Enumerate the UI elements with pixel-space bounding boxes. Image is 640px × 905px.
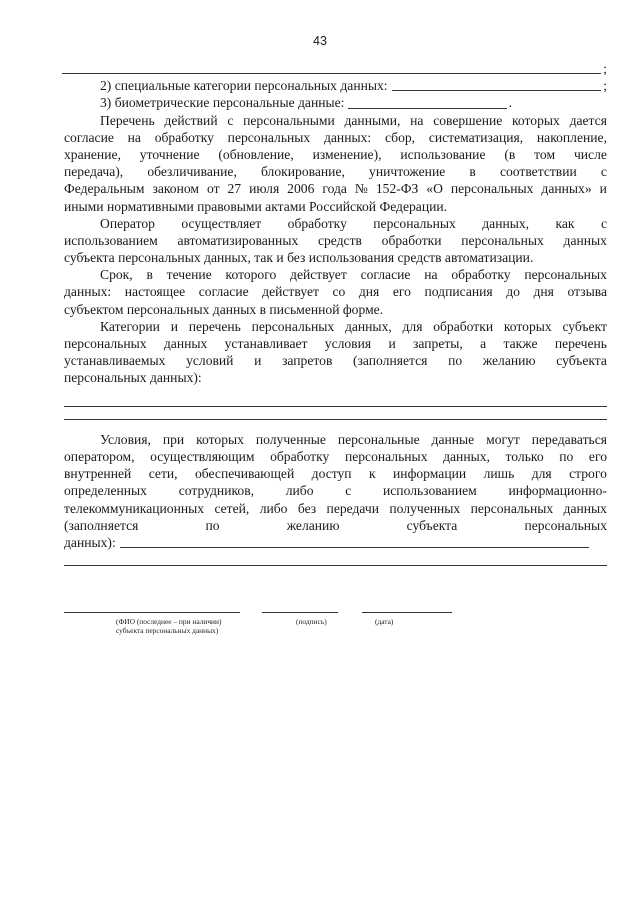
word: передача), <box>64 164 124 180</box>
word: обеспечивающей <box>195 466 295 482</box>
word: персональных <box>344 448 428 464</box>
justified-line <box>64 112 607 129</box>
word: полученные <box>255 431 326 447</box>
item2-label: 2) специальные категории персональных данных: <box>100 78 388 94</box>
word: совершение <box>433 112 503 128</box>
word: отзыва <box>567 284 607 300</box>
word: персональных <box>64 336 147 351</box>
fio-caption-line-2: субъекта персональных данных) <box>116 626 219 635</box>
word: на <box>127 129 141 145</box>
paragraph-last-line: субъекта персональных данных, так и без использования средств автоматизации. <box>64 250 534 266</box>
word: согласие <box>360 267 411 283</box>
word: обработку <box>154 129 214 145</box>
word: передачи <box>326 500 380 516</box>
word: года <box>322 181 347 197</box>
justified-line <box>64 517 607 534</box>
word: оператором, <box>64 448 135 464</box>
word: Условия, <box>100 431 151 447</box>
word: в <box>469 164 476 180</box>
item2-blank[interactable] <box>392 89 602 91</box>
justified-line <box>64 266 607 283</box>
word: использованием <box>383 483 477 499</box>
word: действует <box>290 267 347 283</box>
word: по <box>205 517 220 533</box>
word: на <box>424 267 438 283</box>
word: настоящее <box>124 284 186 300</box>
word: действий <box>164 112 218 128</box>
categories-blank-line-1[interactable] <box>64 389 607 407</box>
word: запреты, <box>413 336 463 351</box>
word: подписания <box>424 284 493 300</box>
word: при <box>162 431 185 447</box>
word: числе <box>573 146 607 162</box>
word: данных, <box>443 448 490 464</box>
word: устанавливает <box>224 336 308 351</box>
item3-label: 3) биометрические персональные данные: <box>100 95 345 111</box>
word: персональных <box>227 129 311 145</box>
paragraph-operator <box>64 215 607 267</box>
justified-line <box>64 163 607 180</box>
word: данных, <box>482 215 530 231</box>
word: могут <box>486 431 520 447</box>
item2-end: ; <box>603 78 607 94</box>
word: перечень <box>554 336 607 351</box>
word: внутренней <box>64 466 132 482</box>
paragraph-last-line: персональных данных): <box>64 370 202 386</box>
word: которого <box>225 267 277 283</box>
word: со <box>332 284 346 300</box>
word: хранение, <box>64 146 121 162</box>
word: информации <box>393 466 467 482</box>
word: согласие <box>64 129 114 145</box>
justified-line <box>64 448 607 465</box>
word: данных: <box>323 129 372 145</box>
word: данных <box>563 232 607 248</box>
word: без <box>297 500 317 516</box>
word: перечень <box>188 318 241 334</box>
word: (в <box>504 146 516 162</box>
word: доступ <box>311 466 352 482</box>
word: обработки <box>381 232 442 248</box>
word: сети, <box>148 466 178 482</box>
justified-line <box>64 283 607 300</box>
justified-line <box>64 500 607 517</box>
word: по <box>559 448 574 464</box>
word: персональных <box>524 517 607 533</box>
word: персональных <box>373 215 456 231</box>
fio-caption <box>116 617 221 635</box>
word: с <box>227 112 234 128</box>
sign-signature-line[interactable] <box>262 612 338 614</box>
word: персональных <box>251 318 335 334</box>
word: согласие <box>198 284 249 300</box>
word: до <box>506 284 520 300</box>
word: запретов <box>282 353 333 369</box>
paragraph-actions <box>64 112 607 215</box>
word: сетей, <box>214 500 250 516</box>
paragraph-categories <box>64 318 607 387</box>
word: уничтожение <box>369 164 446 180</box>
word: обработки <box>433 318 494 334</box>
word: обработку <box>287 215 347 231</box>
justified-line <box>64 180 607 197</box>
word: определенных <box>64 483 147 499</box>
justified-line <box>64 482 607 499</box>
justified-line <box>64 232 607 249</box>
word: и <box>388 336 396 351</box>
date-caption: (дата) <box>375 617 394 626</box>
word: осуществляет <box>181 215 262 231</box>
date-signature-line[interactable] <box>362 612 452 614</box>
word: данных <box>163 336 208 351</box>
word: автоматизированных <box>177 232 299 248</box>
justified-line <box>64 215 607 232</box>
justified-line <box>64 352 607 369</box>
word: на <box>410 112 424 128</box>
word: уточнение <box>139 146 200 162</box>
word: персональных <box>470 500 554 516</box>
word: Оператор <box>100 215 155 231</box>
word: данными, <box>344 112 401 128</box>
word: 27 <box>227 181 242 197</box>
justified-line <box>64 431 607 448</box>
word: передаваться <box>531 431 607 447</box>
word: телекоммуникационных <box>64 500 205 516</box>
word: дня <box>358 284 380 300</box>
word: устанавливаемых <box>64 353 166 369</box>
word: данных <box>563 500 607 516</box>
word: персональные <box>337 431 420 447</box>
word: июля <box>249 181 280 197</box>
word: (заполняется <box>64 517 139 533</box>
word: лишь <box>483 466 515 482</box>
word: использование <box>400 146 486 162</box>
word: а <box>480 336 487 351</box>
word: данных, <box>344 318 392 334</box>
item3-line <box>64 94 607 111</box>
word: как <box>555 215 575 231</box>
word: (заполняется <box>353 353 428 369</box>
word: условия <box>324 336 372 351</box>
conditions-last-line <box>64 534 607 551</box>
word: блокирование, <box>260 164 345 180</box>
word: обработку <box>270 448 330 464</box>
word: информационно- <box>508 483 607 499</box>
item1-end: ; <box>603 60 607 76</box>
sign-caption: (подпись) <box>296 617 327 626</box>
paragraph-conditions <box>64 431 607 551</box>
word: данные <box>431 431 475 447</box>
justified-line <box>64 318 607 335</box>
word: том <box>534 146 556 162</box>
word: данных» <box>541 181 592 197</box>
word: от <box>206 181 220 197</box>
word: обезличивание, <box>147 164 237 180</box>
justified-line <box>64 465 607 482</box>
word: 2006 <box>287 181 315 197</box>
conditions-blank-line-2[interactable] <box>64 551 607 566</box>
word: также <box>503 336 538 351</box>
word: обработку <box>451 267 511 283</box>
justified-line <box>64 129 607 146</box>
word: 152-ФЗ <box>375 181 419 197</box>
word: субъекта <box>406 517 458 533</box>
document-body <box>64 60 607 566</box>
conditions-blank-line-1[interactable] <box>120 546 589 548</box>
word: полученных <box>389 500 461 516</box>
word: которых <box>196 431 244 447</box>
word: к <box>369 466 376 482</box>
word: Федеральным <box>64 181 145 197</box>
word: (обновление, <box>218 146 294 162</box>
paragraph-term <box>64 266 607 318</box>
word: «О <box>426 181 443 197</box>
item1-line <box>62 60 607 77</box>
word: которых <box>512 112 560 128</box>
word: желанию <box>482 353 536 369</box>
page-number: 43 <box>313 34 327 48</box>
word: для <box>531 466 552 482</box>
paragraph-last-line: субъектом персональных данных в письменной форме. <box>64 301 384 317</box>
word: систематизация, <box>428 129 524 145</box>
word: в <box>146 267 153 283</box>
word: осуществляющим <box>150 448 255 464</box>
word: дается <box>569 112 607 128</box>
word: для <box>402 318 423 334</box>
word: и <box>599 181 607 197</box>
item1-blank[interactable] <box>62 72 601 74</box>
word: и <box>170 318 178 334</box>
word: сотрудников, <box>178 483 255 499</box>
word: по <box>448 353 463 369</box>
word: строго <box>569 466 607 482</box>
word: с <box>600 164 607 180</box>
word: использованием <box>64 232 158 248</box>
word: накопление, <box>536 129 607 145</box>
word: его <box>588 448 607 464</box>
word: персональных <box>450 181 534 197</box>
word: Срок, <box>100 267 133 283</box>
fio-signature-line[interactable] <box>64 612 240 614</box>
justified-line <box>64 146 607 163</box>
fio-caption-line-1: (ФИО (последнее – при наличии) <box>116 617 222 626</box>
word: его <box>392 284 411 300</box>
word: законом <box>152 181 199 197</box>
word: субъект <box>562 318 607 334</box>
word: персональными <box>243 112 335 128</box>
word: Перечень <box>100 112 155 128</box>
word: желанию <box>286 517 340 533</box>
word: сбор, <box>384 129 416 145</box>
word: дня <box>533 284 554 300</box>
word: с <box>600 215 607 231</box>
word: действует <box>262 284 319 300</box>
word: изменение), <box>312 146 382 162</box>
word: № <box>354 181 368 197</box>
item2-line <box>64 77 607 94</box>
word: субъекта <box>556 353 607 369</box>
paragraph-last-line: иными нормативными правовыми актами Российской Федерации. <box>64 198 448 214</box>
item3-blank[interactable] <box>348 107 506 109</box>
line-text: данных): <box>64 534 116 550</box>
word: только <box>505 448 544 464</box>
word: средств <box>317 232 362 248</box>
word: и <box>254 353 262 369</box>
word: Категории <box>100 318 160 334</box>
categories-blank-line-2[interactable] <box>64 407 607 420</box>
word: которых <box>503 318 552 334</box>
item3-end: . <box>508 95 512 111</box>
word: персональных <box>524 267 607 283</box>
word: либо <box>285 483 314 499</box>
word: либо <box>259 500 288 516</box>
word: с <box>345 483 352 499</box>
word: течение <box>166 267 212 283</box>
word: соответствии <box>499 164 577 180</box>
word: персональных <box>461 232 544 248</box>
justified-line <box>64 335 607 352</box>
word: условий <box>186 353 234 369</box>
word: данных: <box>64 284 112 300</box>
